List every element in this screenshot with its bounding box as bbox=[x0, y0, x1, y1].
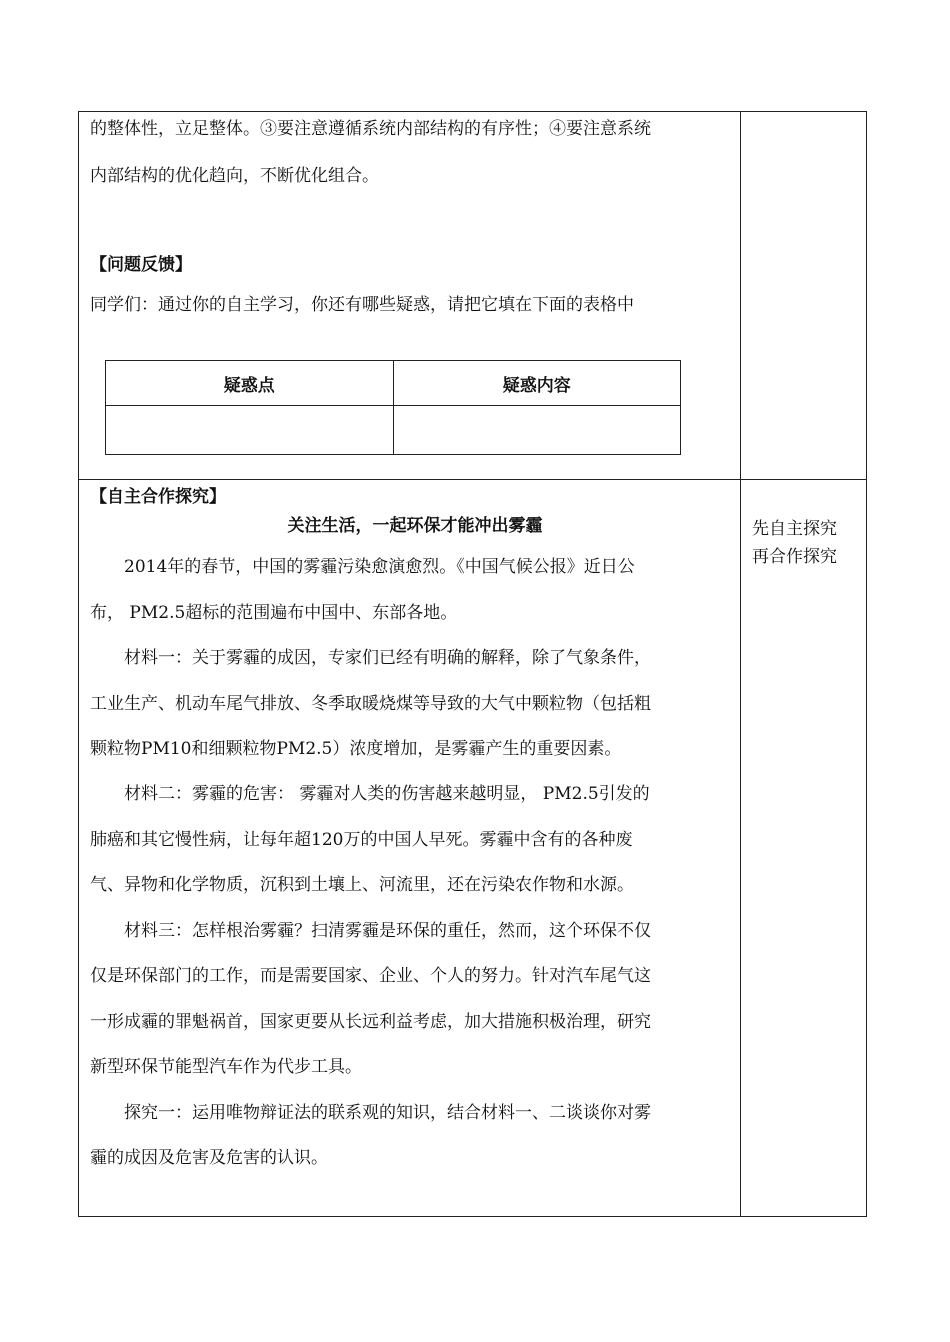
explore-line: 颗粒物PM10和细颗粒物PM2.5）浓度增加，是雾霾产生的重要因素。 bbox=[90, 739, 622, 759]
explore-line: 气、异物和化学物质，沉积到土壤上、河流里，还在污染农作物和水源。 bbox=[90, 875, 634, 895]
explore-line: 探究一：运用唯物辩证法的联系观的知识，结合材料一、二谈谈你对雾 bbox=[90, 1103, 651, 1123]
doubt-point-cell[interactable] bbox=[106, 406, 394, 455]
doubt-table bbox=[105, 360, 681, 455]
explore-line: 仅是环保部门的工作，而是需要国家、企业、个人的努力。针对汽车尾气这 bbox=[90, 966, 651, 986]
explore-title: 关注生活，一起环保才能冲出雾霾 bbox=[287, 516, 543, 536]
explore-line: 材料三：怎样根治雾霾？扫清雾霾是环保的重任，然而，这个环保不仅 bbox=[90, 921, 651, 941]
explore-heading: 【自主合作探究】 bbox=[90, 487, 226, 507]
feedback-heading: 【问题反馈】 bbox=[90, 255, 192, 275]
explore-line: 新型环保节能型汽车作为代步工具。 bbox=[90, 1057, 362, 1077]
explore-line: 材料一：关于雾霾的成因，专家们已经有明确的解释，除了气象条件， bbox=[90, 648, 651, 668]
explore-line: 材料二：雾霾的危害： 雾霾对人类的伤害越来越明显， PM2.5引发的 bbox=[90, 784, 650, 804]
feedback-prompt: 同学们：通过你的自主学习，你还有哪些疑惑，请把它填在下面的表格中 bbox=[90, 295, 634, 315]
top-text-line-1: 的整体性，立足整体。③要注意遵循系统内部结构的有序性；④要注意系统 bbox=[90, 119, 651, 139]
side-note-line-1: 先自主探究 bbox=[752, 519, 837, 539]
side-note-line-2: 再合作探究 bbox=[752, 547, 837, 567]
doubt-content-header: 疑惑内容 bbox=[393, 361, 681, 406]
explore-line: 一形成霾的罪魁祸首，国家更要从长远利益考虑，加大措施积极治理，研究 bbox=[90, 1012, 651, 1032]
explore-line: 工业生产、机动车尾气排放、冬季取暖烧煤等导致的大气中颗粒物（包括粗 bbox=[90, 694, 651, 714]
row-divider bbox=[78, 479, 867, 480]
column-divider bbox=[740, 111, 741, 1217]
doubt-point-header: 疑惑点 bbox=[106, 361, 394, 406]
explore-line: 布， PM2.5超标的范围遍布中国中、东部各地。 bbox=[90, 603, 458, 623]
top-text-line-2: 内部结构的优化趋向，不断优化组合。 bbox=[90, 166, 379, 186]
explore-line: 霾的成因及危害及危害的认识。 bbox=[90, 1148, 328, 1168]
doubt-content-cell[interactable] bbox=[393, 406, 681, 455]
explore-line: 肺癌和其它慢性病，让每年超120万的中国人早死。雾霾中含有的各种废 bbox=[90, 830, 633, 850]
explore-line: 2014年的春节，中国的雾霾污染愈演愈烈。《中国气候公报》近日公 bbox=[90, 557, 635, 577]
